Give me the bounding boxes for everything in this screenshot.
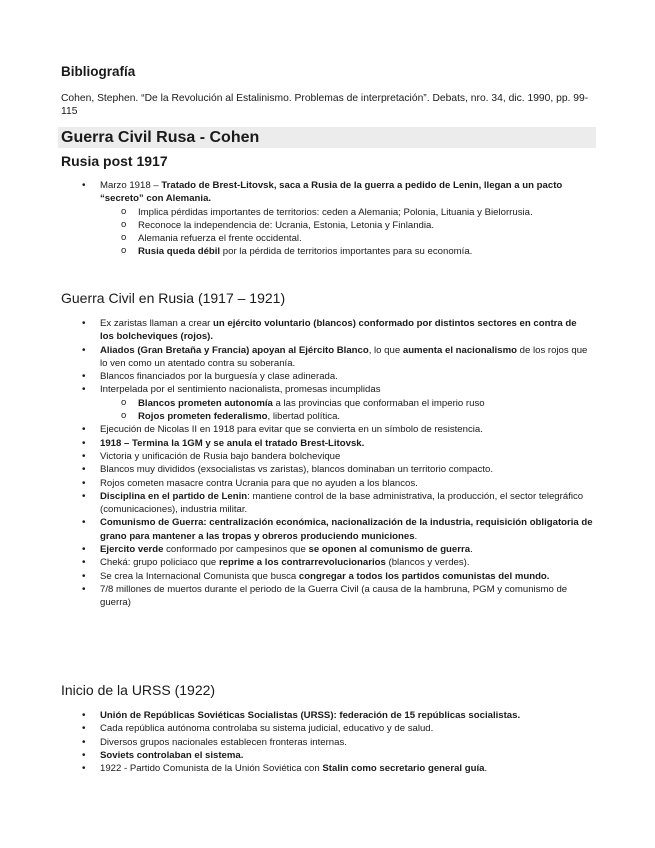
text: Se crea la Internacional Comunista que busca (100, 570, 299, 582)
list-item (0, 490, 593, 517)
bold-text: Tratado de Brest-Litovsk, saca a Rusia de la guerra a pedido de Lenin, llegan a un pacto “secreto” con Alemania. (100, 180, 563, 205)
text: (blancos y verdes). (385, 557, 470, 569)
text: : mantiene control de la base administrativa, la producción, el sector telegráfico (comunicaciones), industria militar. (100, 490, 584, 516)
text: Diversos grupos nacionales establecen fronteras internas. (100, 736, 347, 748)
list-item (0, 762, 593, 775)
bold-text: Unión de Repúblicas Soviéticas Socialistas (URSS): federación de 15 repúblicas socialistas. (100, 710, 521, 721)
section-heading-inicio-urss: Inicio de la URSS (1922) (61, 682, 216, 698)
list-item (0, 583, 593, 610)
list-item (0, 383, 593, 396)
list-item (0, 543, 593, 556)
list-item (0, 477, 593, 490)
list-item (0, 423, 593, 436)
bold-text: 1918 – Termina la 1GM y se anula el tratado Brest-Litovsk. (100, 437, 365, 449)
sub-list-item (0, 245, 551, 258)
bold-text: Blancos prometen autonomía (138, 397, 273, 409)
bold-text: reprime a los contrarrevolucionarios (218, 557, 386, 569)
list-item (0, 344, 593, 371)
text: , libertad política. (267, 411, 341, 423)
bold-text: Soviets controlaban el sistema. (100, 749, 244, 761)
sub-list-item (0, 206, 551, 219)
text: por la pérdida de territorios importantes para su economía. (220, 246, 473, 258)
bibliography-reference: Cohen, Stephen. “De la Revolución al Estalinismo. Problemas de interpretación”. Debats, nro. 34, dic. 1990, pp. 99-115 (61, 93, 589, 117)
text: Blancos financiados por la burguesía y clase adinerada. (100, 371, 338, 383)
text: Implica pérdidas importantes de territorios: ceden a Alemania; Polonia, Lituania y Bielorrusia. (138, 206, 533, 218)
text: . (414, 530, 418, 542)
text: de los rojos que lo ven como un atentado contra su soberanía. (100, 344, 588, 369)
text: . (470, 544, 473, 556)
text: 7/8 millones de muertos durante el periodo de la Guerra Civil (a causa de la hambruna, PGM y comunismo de guerra) (100, 583, 568, 609)
text: conformado por campesinos que (163, 544, 309, 556)
list-item (0, 736, 593, 749)
list-item (0, 179, 593, 206)
text: Reconoce la independencia de: Ucrania, Estonia, Letonia y Finlandia. (138, 219, 435, 231)
text: Interpelada por el sentimiento nacionalista, promesas incumplidas (100, 384, 381, 396)
list-item (0, 570, 593, 583)
bold-text: Disciplina en el partido de Lenin (100, 490, 248, 502)
bold-text: Rojos prometen federalismo (138, 411, 268, 423)
list-item (0, 463, 593, 476)
list-item (0, 556, 593, 569)
sub-list-item (0, 219, 551, 232)
list-item (0, 450, 593, 463)
list-item (0, 722, 593, 735)
text: Marzo 1918 – (100, 180, 162, 191)
list-rusia-post-1917 (0, 179, 600, 259)
list-item (0, 370, 593, 383)
text: , lo que (368, 344, 403, 356)
text: Cheká: grupo policiaco que (100, 557, 219, 569)
section-heading-guerra-civil: Guerra Civil en Rusia (1917 – 1921) (61, 290, 286, 306)
list-item (0, 516, 593, 543)
text: Blancos muy divididos (exsocialistas vs zaristas), blancos dominaban un territorio compacto. (100, 464, 493, 476)
list-guerra-civil (0, 317, 600, 610)
text: Victoria y unificación de Rusia bajo bandera bolchevique (100, 450, 341, 462)
bold-text: congregar a todos los partidos comunistas del mundo. (298, 570, 550, 582)
bibliography-heading: Bibliografía (61, 64, 136, 79)
bold-text: un ejército voluntario (blancos) conformado por distintos sectores en contra de los bolcheviques (rojos). (100, 318, 577, 343)
text: . (484, 763, 488, 775)
bold-text: aumenta el nacionalismo (402, 344, 517, 356)
list-item (0, 749, 593, 762)
text: Ejecución de Nicolas II en 1918 para evitar que se convierta en un símbolo de resistencia. (100, 424, 483, 436)
bold-text: Aliados (Gran Bretaña y Francia) apoyan al Ejército Blanco (100, 344, 369, 356)
sub-list-item (0, 410, 551, 423)
sub-list-item (0, 397, 551, 410)
text: Ex zaristas llaman a crear (100, 318, 214, 329)
list-item (0, 317, 593, 344)
bold-text: Stalin como secretario general guía (322, 763, 485, 775)
list-item (0, 709, 593, 722)
section-heading-rusia-post-1917: Rusia post 1917 (61, 153, 168, 169)
bold-text: Ejercito verde (100, 544, 164, 556)
bold-text: Rusia queda débil (138, 246, 221, 258)
bold-text: se oponen al comunismo de guerra (308, 544, 471, 556)
text: Cada república autónoma controlaba su sistema judicial, educativo y de salud. (100, 723, 434, 735)
text: Alemania refuerza el frente occidental. (138, 233, 302, 245)
document-title: Guerra Civil Rusa - Cohen (58, 127, 596, 148)
text: 1922 - Partido Comunista de la Unión Soviética con (100, 763, 323, 775)
list-inicio-urss (0, 709, 600, 775)
list-item (0, 437, 593, 450)
sub-list-item (0, 232, 551, 245)
text: a las provincias que conformaban el imperio ruso (272, 397, 485, 409)
text: Rojos cometen masacre contra Ucrania para que no ayuden a los blancos. (100, 477, 418, 489)
bold-text: Comunismo de Guerra: centralización económica, nacionalización de la industria, requisición obligatoria de grano para mantener a las tropas y obreros produciendo municiones (100, 517, 593, 542)
